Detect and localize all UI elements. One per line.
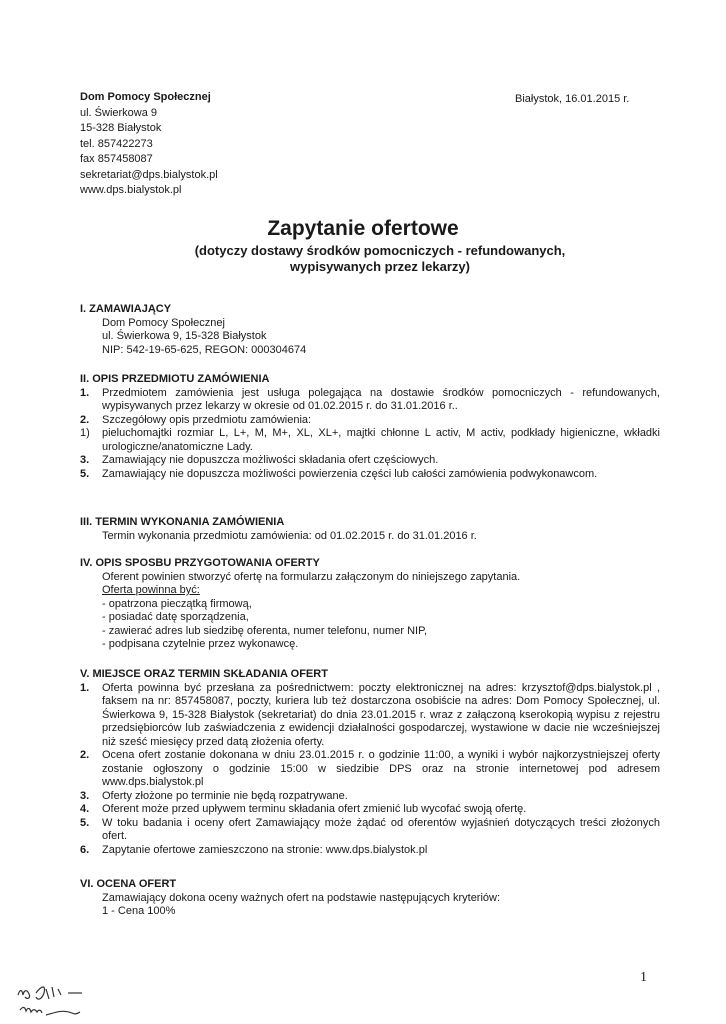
list-item (80, 454, 660, 468)
orderer-line: ul. Świerkowa 9, 15-328 Białystok (102, 330, 267, 342)
list-item (80, 817, 660, 844)
sender-address (80, 90, 218, 199)
signature-initials (10, 975, 140, 1020)
item-number: 3. (80, 789, 90, 802)
item-number: 1) (80, 427, 90, 439)
offer-must-heading: Oferta powinna być: (102, 584, 200, 596)
sender-city: 15-328 Białystok (80, 122, 162, 134)
evaluation-text: Zamawiający dokona oceny ważnych ofert na podstawie następujących kryteriów: (102, 891, 501, 904)
section-heading: I. ZAMAWIAJĄCY (80, 303, 172, 315)
offer-requirement: - posiadać datę sporządzenia, (102, 611, 249, 623)
sender-name: Dom Pomocy Społecznej (80, 91, 211, 103)
item-text: pieluchomajtki rozmiar L, L+, M, M+, XL, XL+, majtki chłonne L activ, M activ, podkłady higieniczne, wkładki urologiczne/anatomiczne Lady. (102, 427, 660, 453)
list-item (80, 427, 660, 454)
section-offer-preparation (80, 557, 660, 652)
sender-street: ul. Świerkowa 9 (80, 106, 158, 119)
list-item (80, 844, 660, 858)
document-title: Zapytanie ofertowe (267, 217, 459, 240)
section-heading: V. MIEJSCE ORAZ TERMIN SKŁADANIA OFERT (80, 668, 328, 680)
evaluation-criterion: 1 - Cena 100% (102, 905, 176, 917)
subtitle-line-1: (dotyczy dostawy środków pomocniczych - refundowanych, (194, 243, 566, 258)
section-submission (80, 668, 660, 857)
deadline-text: Termin wykonania przedmiotu zamówienia: od 01.02.2015 r. do 31.01.2016 r. (102, 529, 477, 542)
item-text: Zapytanie ofertowe zamieszczono na stronie: www.dps.bialystok.pl (102, 843, 428, 856)
document-subtitle (100, 243, 660, 275)
section-deadline (80, 516, 660, 543)
item-number: 4. (80, 803, 90, 815)
offer-requirement: - podpisana czytelnie przez wykonawcę. (102, 638, 299, 650)
document-date: Białystok, 16.01.2015 r. (515, 93, 630, 105)
item-text: Oferent może przed upływem terminu składania ofert zmienić lub wycofać swoją ofertę. (102, 803, 527, 815)
item-number: 1. (80, 386, 90, 399)
item-number: 5. (80, 816, 90, 829)
item-text: Ocena ofert zostanie dokonana w dniu 23.01.2015 r. o godzinie 11:00, a wyniki i wybór najkorzystniejszej oferty zostanie ogłoszony o godzinie 15:00 w siedzibie DPS oraz na stronie internetowej pod adresem www.dps.bialystok.pl (102, 749, 660, 788)
offer-must-wrap (80, 584, 660, 598)
orderer-line: Dom Pomocy Społecznej (102, 316, 225, 329)
item-number: 2. (80, 749, 90, 761)
item-text: Oferta powinna być przesłana za pośrednictwem: poczty elektronicznej na adres: krzysztof@dps.bialystok.pl , faksem na nr: 857458087, poczty, kuriera lub też dostarczona osobiście na adres: Dom Pomocy Społecznej, ul. Świerkowa 9, 15-328 Białystok (sekretariat) do dnia 23.01.2015 r. wraz z załączoną kserokopią wypisu z rejestru przedsiębiorców lub zaświadczenia z ewidencji działalności gospodarczej, wystawione w dacie nie wcześniejszej niż sześć miesięcy przed datą złożenia oferty. (102, 681, 660, 748)
sender-tel: tel. 857422273 (80, 137, 153, 150)
section-heading: VI. OCENA OFERT (80, 878, 177, 890)
item-text: Zamawiający nie dopuszcza możliwości powierzenia części lub całości zamówienia podwykonawcom. (102, 467, 598, 480)
item-text: Zamawiający nie dopuszcza możliwości składania ofert częściowych. (102, 454, 439, 466)
item-number: 2. (80, 413, 90, 426)
item-number: 1. (80, 681, 90, 694)
list-item (80, 749, 660, 790)
subtitle-line-2: wypisywanych przez lekarzy) (290, 259, 470, 274)
offer-intro: Oferent powinien stworzyć ofertę na formularzu załączonym do niniejszego zapytania. (102, 570, 521, 583)
list-item (80, 414, 660, 428)
item-number: 5. (80, 467, 90, 480)
item-text: Szczegółowy opis przedmiotu zamówienia: (102, 413, 312, 426)
item-text: Oferty złożone po terminie nie będą rozpatrywane. (102, 789, 348, 802)
offer-requirement: - opatrzona pieczątką firmową, (102, 597, 252, 610)
list-item (80, 387, 660, 414)
list-item (80, 803, 660, 817)
sender-email: sekretariat@dps.bialystok.pl (80, 168, 218, 181)
offer-requirement: - zawierać adres lub siedzibę oferenta, numer telefonu, numer NIP, (102, 624, 428, 637)
orderer-line: NIP: 542-19-65-625, REGON: 000304674 (102, 343, 307, 356)
section-heading: IV. OPIS SPOSBU PRZYGOTOWANIA OFERTY (80, 557, 320, 569)
section-subject (80, 373, 660, 481)
list-item (80, 790, 660, 804)
sender-fax: fax 857458087 (80, 153, 153, 165)
sender-www: www.dps.bialystok.pl (80, 184, 182, 196)
item-text: Przedmiotem zamówienia jest usługa polegająca na dostawie środków pomocniczych - refundowanych, wypisywanych przez lekarzy w okresie od 01.02.2015 r. do 31.01.2016 r.. (102, 386, 660, 412)
list-item (80, 682, 660, 750)
list-item (80, 468, 660, 482)
section-heading: III. TERMIN WYKONANIA ZAMÓWIENIA (80, 516, 285, 528)
section-ordering-party (80, 303, 660, 357)
item-number: 6. (80, 843, 90, 856)
item-text: W toku badania i oceny ofert Zamawiający może żądać od oferentów wyjaśnień dotyczących treści złożonych ofert. (102, 816, 660, 842)
item-number: 3. (80, 454, 90, 466)
section-heading: II. OPIS PRZEDMIOTU ZAMÓWIENIA (80, 373, 270, 385)
section-evaluation (80, 878, 660, 919)
page-number: 1 (640, 970, 647, 985)
